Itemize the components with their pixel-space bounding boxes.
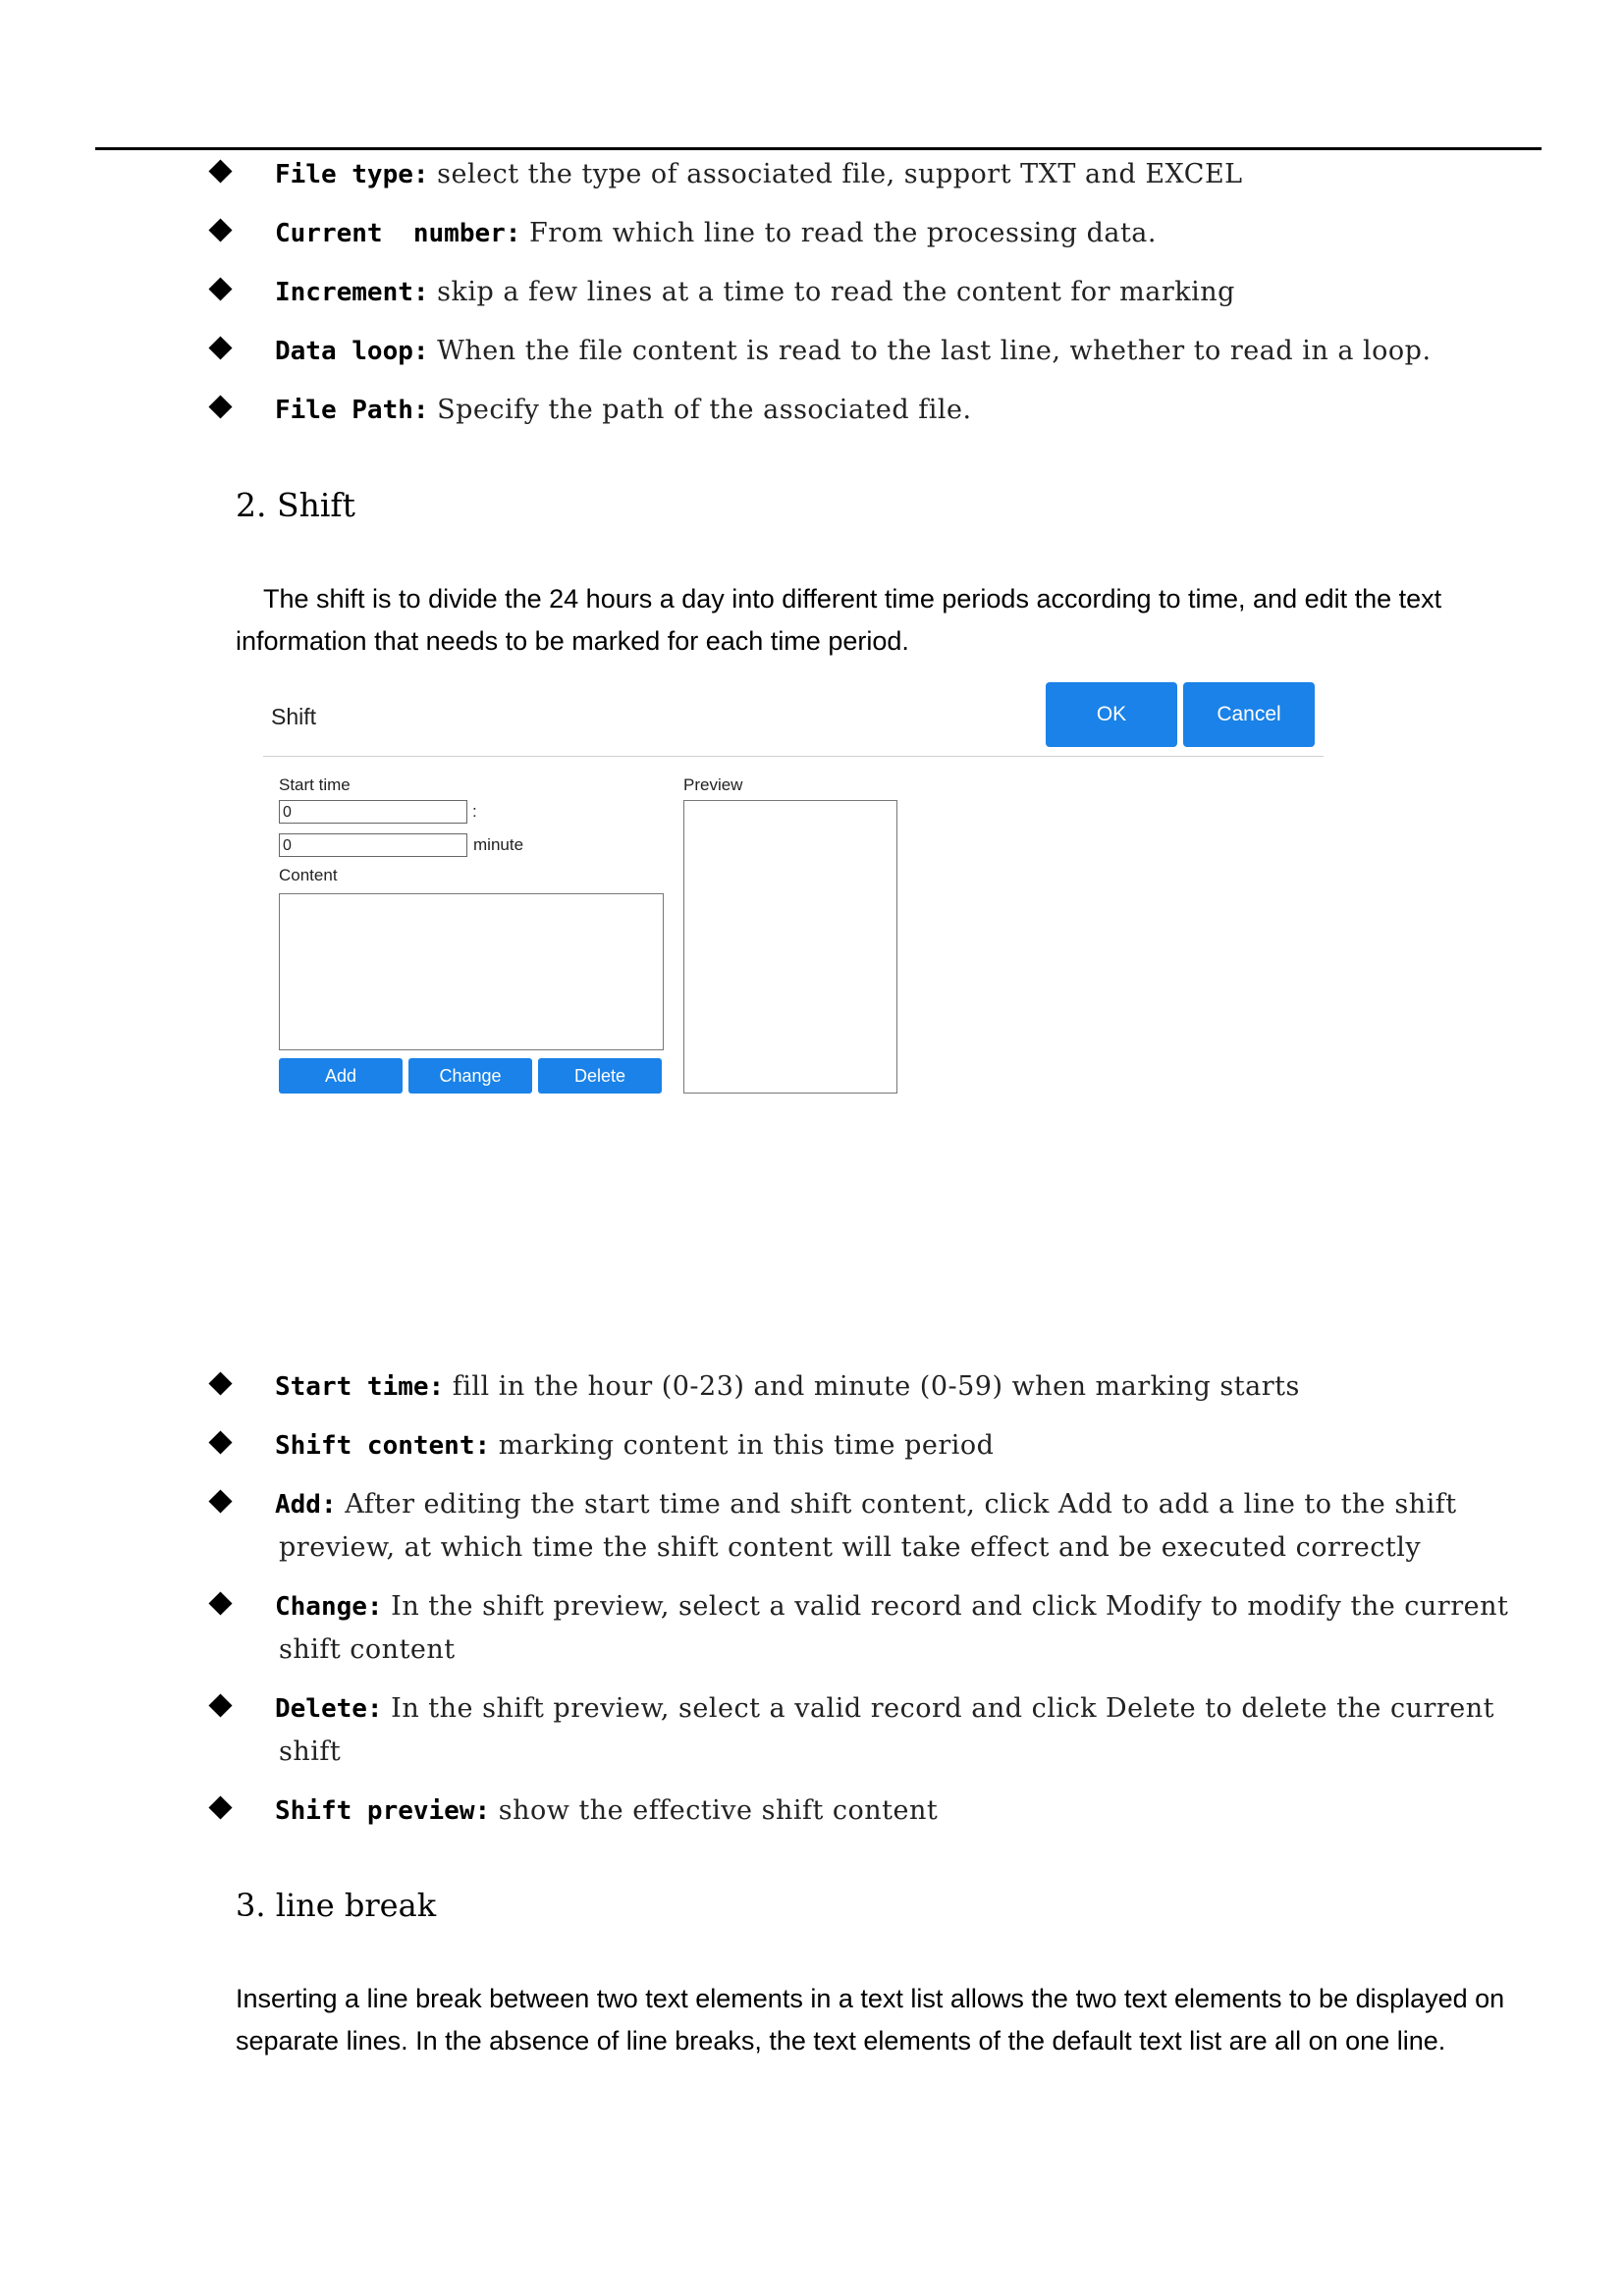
section-heading-shift: 2. Shift [236,486,355,524]
bullet-term: Start time: [275,1372,445,1402]
paragraph-line: Inserting a line break between two text elements in a text list allows the two text elements to be displayed on [236,1984,1505,2013]
change-button[interactable]: Change [408,1058,532,1094]
content-textarea[interactable] [279,893,664,1050]
bullet-term: Increment: [275,278,429,307]
list-item [275,1365,1508,1424]
bullet-desc: After editing the start time and shift content, click Add to add a line to the shift [345,1489,1457,1520]
bullet-term: Shift preview: [275,1796,491,1826]
list-item [275,1424,1508,1483]
file-options-list [275,153,1432,448]
list-item [275,330,1432,389]
diamond-bullet-icon [208,1795,232,1819]
bullet-term: Current number: [275,219,521,248]
dialog-divider [263,756,1324,757]
ok-button[interactable]: OK [1046,682,1177,747]
diamond-bullet-icon [208,277,232,300]
bullet-desc: In the shift preview, select a valid record and click Modify to modify the current [391,1591,1509,1622]
dialog-title: Shift [271,704,317,729]
bullet-desc-continued: shift content [279,1634,456,1665]
minute-label: minute [473,835,524,854]
diamond-bullet-icon [208,159,232,183]
content-label: Content [279,866,338,884]
bullet-desc: show the effective shift content [498,1795,939,1826]
list-item [275,153,1432,212]
bullet-desc: select the type of associated file, support TXT and EXCEL [437,159,1243,189]
bullet-desc: marking content in this time period [498,1430,995,1461]
diamond-bullet-icon [208,395,232,418]
bullet-term: Shift content: [275,1431,491,1461]
header-rule [95,147,1542,150]
list-item [275,389,1432,448]
shift-paragraph [236,578,1540,663]
line-break-paragraph [236,1978,1540,2062]
diamond-bullet-icon [208,336,232,359]
bullet-desc: In the shift preview, select a valid record and click Delete to delete the current [391,1693,1495,1724]
bullet-term: Change: [275,1592,383,1622]
start-time-label: Start time [279,775,351,794]
add-button[interactable]: Add [279,1058,403,1094]
diamond-bullet-icon [208,218,232,241]
bullet-desc: When the file content is read to the last line, whether to read in a loop. [437,336,1432,366]
bullet-term: Delete: [275,1694,383,1724]
bullet-desc-continued: shift [279,1736,342,1767]
list-item [275,1483,1508,1585]
hour-input[interactable]: 0 [279,800,467,824]
preview-list[interactable] [683,800,897,1094]
bullet-desc: Specify the path of the associated file. [437,395,972,425]
paragraph-line: separate lines. In the absence of line breaks, the text elements of the default text list are all on one line. [236,2026,1446,2056]
cancel-button[interactable]: Cancel [1183,682,1315,747]
diamond-bullet-icon [208,1489,232,1513]
list-item [275,1585,1508,1687]
bullet-desc: From which line to read the processing data. [529,218,1157,248]
bullet-term: File Path: [275,396,429,425]
list-item [275,271,1432,330]
list-item [275,1687,1508,1789]
diamond-bullet-icon [208,1591,232,1615]
bullet-term: File type: [275,160,429,189]
bullet-desc-continued: preview, at which time the shift content will take effect and be executed correctly [279,1532,1422,1563]
paragraph-line: The shift is to divide the 24 hours a day into different time periods according to time, and edit the text [263,584,1442,614]
preview-label: Preview [683,775,743,794]
colon-label: : [472,802,477,821]
list-item [275,212,1432,271]
minute-input[interactable]: 0 [279,833,467,857]
bullet-term: Add: [275,1490,337,1520]
bullet-desc: fill in the hour (0-23) and minute (0-59) when marking starts [452,1371,1300,1402]
shift-options-list [275,1365,1508,1848]
diamond-bullet-icon [208,1430,232,1454]
section-heading-line-break: 3. line break [236,1887,437,1924]
delete-button[interactable]: Delete [538,1058,662,1094]
bullet-term: Data loop: [275,337,429,366]
diamond-bullet-icon [208,1371,232,1395]
diamond-bullet-icon [208,1693,232,1717]
list-item [275,1789,1508,1848]
paragraph-line: information that needs to be marked for each time period. [236,626,909,656]
shift-dialog [263,682,1324,1104]
bullet-desc: skip a few lines at a time to read the content for marking [437,277,1235,307]
